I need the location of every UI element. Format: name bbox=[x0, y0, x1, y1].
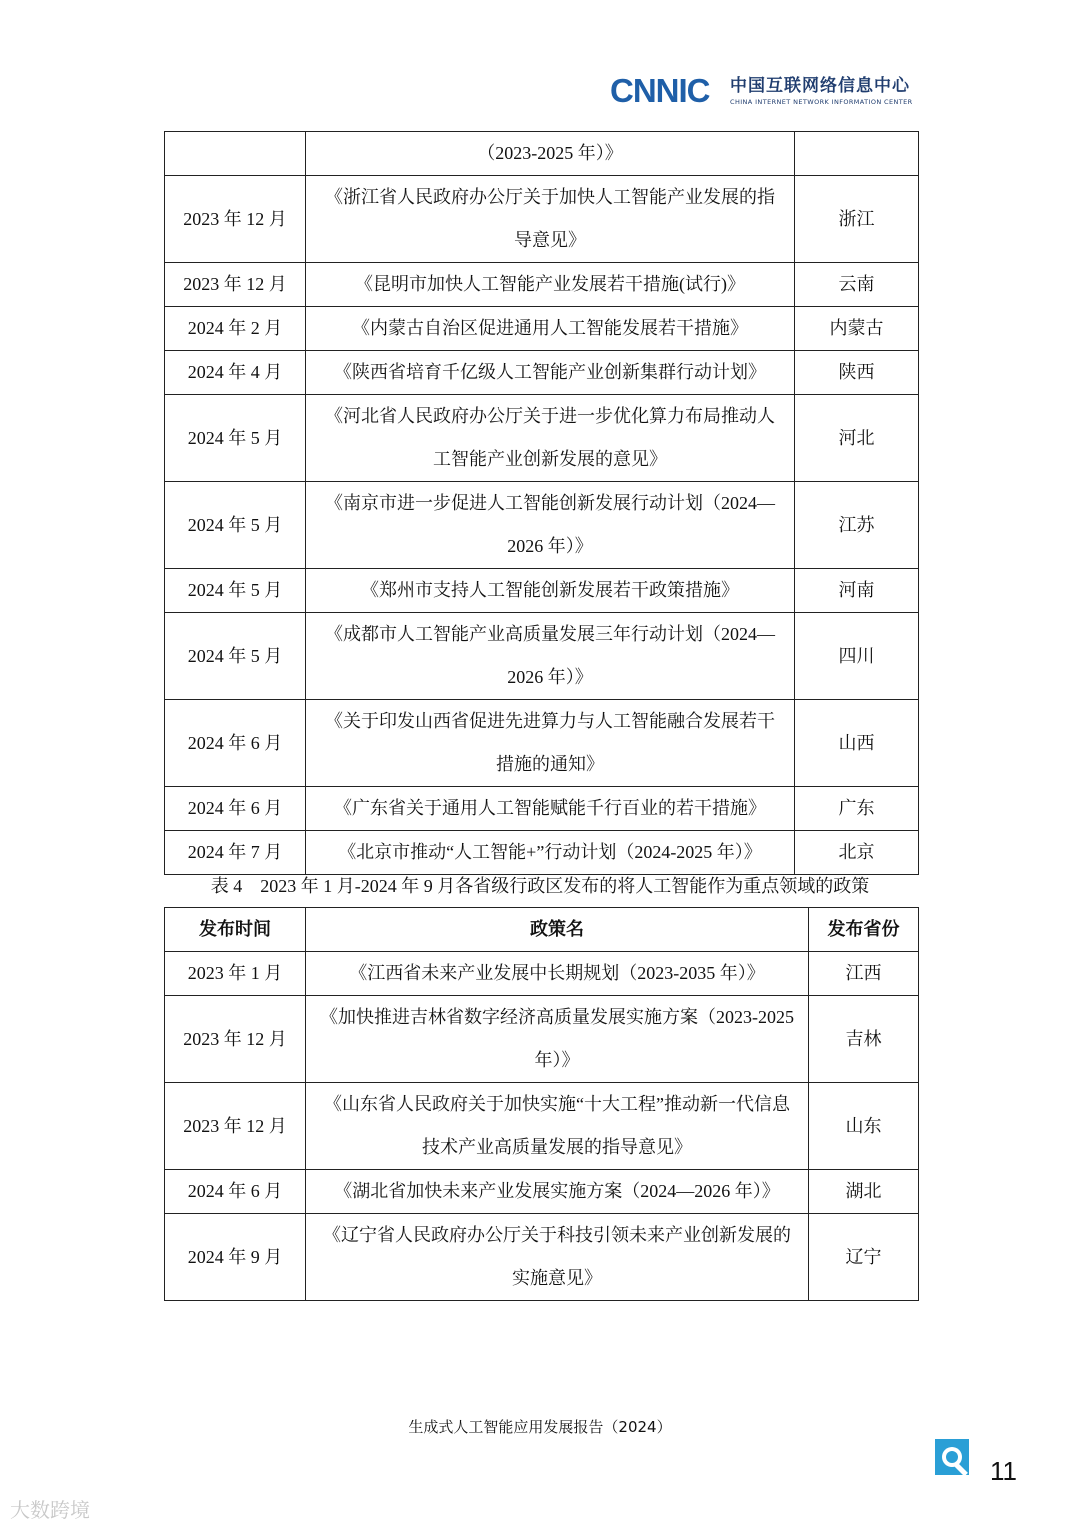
table-row bbox=[165, 263, 919, 307]
province-cell: 四川 bbox=[795, 613, 919, 700]
table-row bbox=[165, 482, 919, 569]
policy-cell: 《北京市推动“人工智能+”行动计划（2024-2025 年）》 bbox=[306, 831, 795, 875]
province-cell: 广东 bbox=[795, 787, 919, 831]
table-row bbox=[165, 700, 919, 787]
date-cell: 2023 年 12 月 bbox=[165, 1083, 306, 1170]
policy-cell: 《湖北省加快未来产业发展实施方案（2024—2026 年）》 bbox=[306, 1170, 809, 1214]
province-cell: 河北 bbox=[795, 395, 919, 482]
policy-cell: 《河北省人民政府办公厅关于进一步优化算力布局推动人工智能产业创新发展的意见》 bbox=[306, 395, 795, 482]
province-cell: 山东 bbox=[809, 1083, 919, 1170]
table-4-caption: 表 4 2023 年 1 月-2024 年 9 月各省级行政区发布的将人工智能作为重点领域的政策 bbox=[210, 876, 870, 896]
date-cell: 2024 年 2 月 bbox=[165, 307, 306, 351]
date-cell: 2024 年 6 月 bbox=[165, 700, 306, 787]
cnnic-logo bbox=[610, 72, 930, 112]
date-cell: 2024 年 5 月 bbox=[165, 613, 306, 700]
date-cell: 2024 年 7 月 bbox=[165, 831, 306, 875]
table-row bbox=[165, 831, 919, 875]
province-cell bbox=[795, 132, 919, 176]
page-number: 11 bbox=[990, 1456, 1017, 1486]
policy-cell: 《成都市人工智能产业高质量发展三年行动计划（2024—2026 年）》 bbox=[306, 613, 795, 700]
policy-cell: 《内蒙古自治区促进通用人工智能发展若干措施》 bbox=[306, 307, 795, 351]
table-row bbox=[165, 1214, 919, 1301]
table-row bbox=[165, 307, 919, 351]
province-cell: 浙江 bbox=[795, 176, 919, 263]
policy-table-continued bbox=[164, 131, 919, 875]
header-province: 发布省份 bbox=[809, 908, 919, 952]
table-row bbox=[165, 351, 919, 395]
date-cell: 2024 年 6 月 bbox=[165, 1170, 306, 1214]
date-cell: 2023 年 1 月 bbox=[165, 952, 306, 996]
policy-cell: 《江西省未来产业发展中长期规划（2023-2035 年）》 bbox=[306, 952, 809, 996]
policy-table-4 bbox=[164, 907, 919, 1301]
table-row bbox=[165, 1083, 919, 1170]
date-cell: 2023 年 12 月 bbox=[165, 263, 306, 307]
province-cell: 内蒙古 bbox=[795, 307, 919, 351]
table-row bbox=[165, 132, 919, 176]
province-cell: 吉林 bbox=[809, 996, 919, 1083]
table-row bbox=[165, 613, 919, 700]
province-cell: 陕西 bbox=[795, 351, 919, 395]
report-title: 生成式人工智能应用发展报告（2024） bbox=[408, 1418, 672, 1436]
province-cell: 江西 bbox=[809, 952, 919, 996]
policy-cell: 《南京市进一步促进人工智能创新发展行动计划（2024—2026 年）》 bbox=[306, 482, 795, 569]
logo-chinese-name: 中国互联网络信息中心 bbox=[730, 76, 910, 96]
magnifier-logo-icon bbox=[934, 1438, 974, 1480]
province-cell: 云南 bbox=[795, 263, 919, 307]
table-row bbox=[165, 569, 919, 613]
date-cell: 2024 年 6 月 bbox=[165, 787, 306, 831]
table-row bbox=[165, 176, 919, 263]
date-cell: 2024 年 5 月 bbox=[165, 395, 306, 482]
policy-cell: 《郑州市支持人工智能创新发展若干政策措施》 bbox=[306, 569, 795, 613]
policy-cell: 《浙江省人民政府办公厅关于加快人工智能产业发展的指导意见》 bbox=[306, 176, 795, 263]
header-date: 发布时间 bbox=[165, 908, 306, 952]
table-row bbox=[165, 996, 919, 1083]
province-cell: 辽宁 bbox=[809, 1214, 919, 1301]
table-row bbox=[165, 1170, 919, 1214]
policy-cell: 《陕西省培育千亿级人工智能产业创新集群行动计划》 bbox=[306, 351, 795, 395]
date-cell: 2024 年 5 月 bbox=[165, 569, 306, 613]
date-cell: 2024 年 9 月 bbox=[165, 1214, 306, 1301]
policy-cell: 《关于印发山西省促进先进算力与人工智能融合发展若干措施的通知》 bbox=[306, 700, 795, 787]
province-cell: 湖北 bbox=[809, 1170, 919, 1214]
table-row bbox=[165, 952, 919, 996]
policy-cell: 《山东省人民政府关于加快实施“十大工程”推动新一代信息技术产业高质量发展的指导意见》 bbox=[306, 1083, 809, 1170]
policy-cell: 《昆明市加快人工智能产业发展若干措施(试行)》 bbox=[306, 263, 795, 307]
date-cell: 2024 年 4 月 bbox=[165, 351, 306, 395]
table-row bbox=[165, 787, 919, 831]
policy-cell: 《辽宁省人民政府办公厅关于科技引领未来产业创新发展的实施意见》 bbox=[306, 1214, 809, 1301]
policy-cell: （2023-2025 年）》 bbox=[306, 132, 795, 176]
logo-mark: CNNIC bbox=[610, 72, 710, 109]
province-cell: 山西 bbox=[795, 700, 919, 787]
table-header-row bbox=[165, 908, 919, 952]
province-cell: 江苏 bbox=[795, 482, 919, 569]
date-cell: 2023 年 12 月 bbox=[165, 176, 306, 263]
date-cell bbox=[165, 132, 306, 176]
province-cell: 河南 bbox=[795, 569, 919, 613]
province-cell: 北京 bbox=[795, 831, 919, 875]
header-policy: 政策名 bbox=[306, 908, 809, 952]
date-cell: 2023 年 12 月 bbox=[165, 996, 306, 1083]
watermark: 大数跨境 bbox=[10, 1498, 90, 1522]
table-row bbox=[165, 395, 919, 482]
date-cell: 2024 年 5 月 bbox=[165, 482, 306, 569]
policy-cell: 《加快推进吉林省数字经济高质量发展实施方案（2023-2025 年）》 bbox=[306, 996, 809, 1083]
policy-cell: 《广东省关于通用人工智能赋能千行百业的若干措施》 bbox=[306, 787, 795, 831]
logo-english-name: CHINA INTERNET NETWORK INFORMATION CENTER bbox=[730, 98, 913, 106]
